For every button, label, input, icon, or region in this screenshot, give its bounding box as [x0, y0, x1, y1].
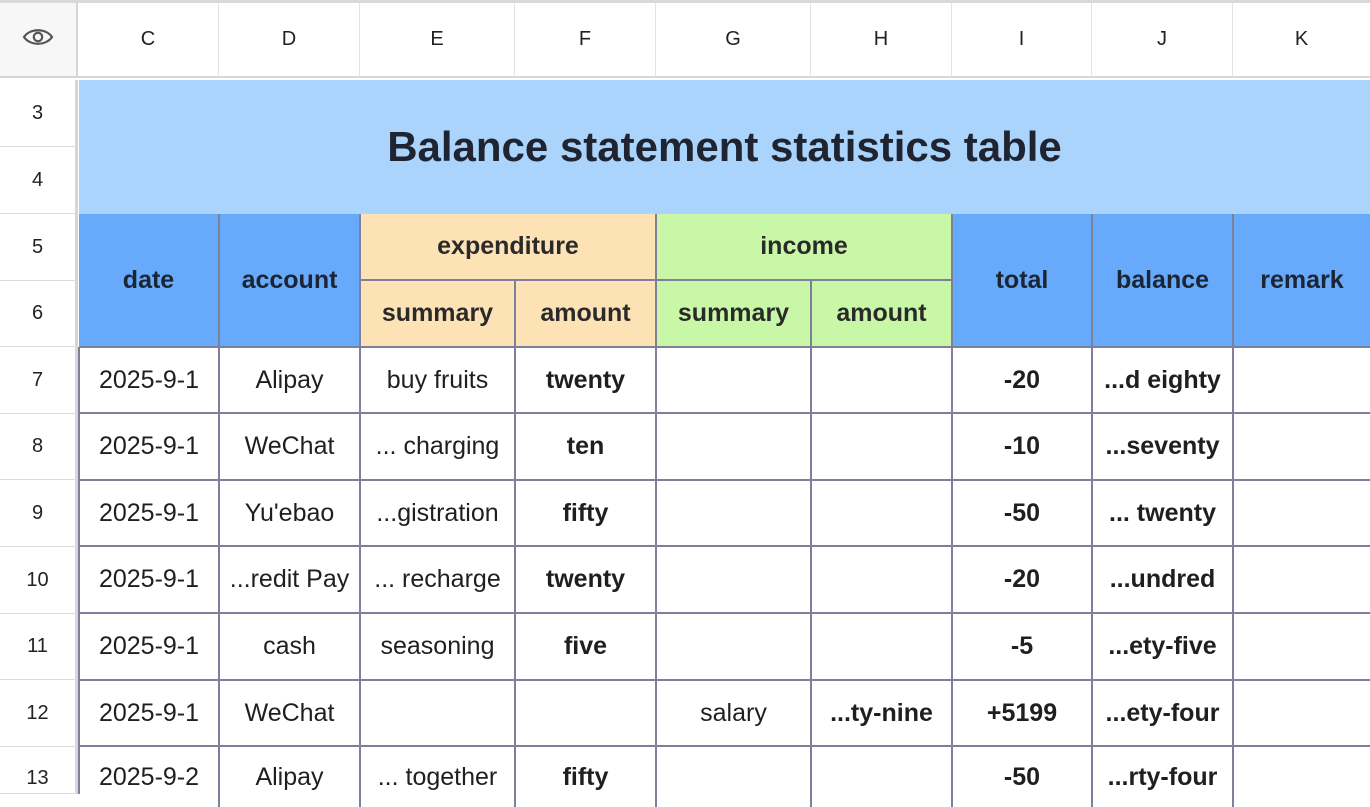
row-header-5[interactable]: 5: [0, 214, 78, 281]
cell-date[interactable]: 2025-9-1: [80, 348, 220, 414]
cell-exp-summary[interactable]: buy fruits: [361, 348, 516, 414]
row-header-3[interactable]: 3: [0, 80, 78, 147]
cell-exp-amount[interactable]: fifty: [516, 747, 657, 807]
cell-account[interactable]: ...redit Pay: [220, 547, 361, 614]
cell-date[interactable]: 2025-9-1: [80, 681, 220, 747]
row-header-4[interactable]: 4: [0, 147, 78, 214]
header-balance[interactable]: balance: [1093, 214, 1234, 348]
header-expenditure[interactable]: expenditure: [361, 214, 657, 281]
cell-account[interactable]: cash: [220, 614, 361, 681]
cell-account[interactable]: WeChat: [220, 414, 361, 481]
cell-inc-amount[interactable]: [812, 614, 953, 681]
header-income-summary[interactable]: summary: [657, 281, 812, 348]
cell-exp-amount[interactable]: twenty: [516, 348, 657, 414]
header-account[interactable]: account: [220, 214, 361, 348]
cell-inc-amount[interactable]: [812, 414, 953, 481]
header-remark[interactable]: remark: [1234, 214, 1370, 348]
cell-exp-summary[interactable]: [361, 681, 516, 747]
cell-total[interactable]: -50: [953, 481, 1093, 547]
row-header-6[interactable]: 6: [0, 281, 78, 347]
cell-total[interactable]: +5199: [953, 681, 1093, 747]
column-header-g[interactable]: G: [656, 3, 811, 78]
header-date[interactable]: date: [79, 214, 220, 348]
row-header-13[interactable]: 13: [0, 747, 78, 794]
cell-exp-summary[interactable]: ... charging: [361, 414, 516, 481]
cell-exp-amount[interactable]: [516, 681, 657, 747]
cell-exp-summary[interactable]: seasoning: [361, 614, 516, 681]
cell-account[interactable]: Yu'ebao: [220, 481, 361, 547]
cell-total[interactable]: -5: [953, 614, 1093, 681]
cell-inc-amount[interactable]: [812, 547, 953, 614]
cell-date[interactable]: 2025-9-1: [80, 414, 220, 481]
cell-balance[interactable]: ...undred: [1093, 547, 1234, 614]
column-header-h[interactable]: H: [811, 3, 952, 78]
row-header-10[interactable]: 10: [0, 547, 78, 614]
cell-total[interactable]: -20: [953, 547, 1093, 614]
column-header-j[interactable]: J: [1092, 3, 1233, 78]
header-income[interactable]: income: [657, 214, 953, 281]
cell-exp-summary[interactable]: ... recharge: [361, 547, 516, 614]
table-title[interactable]: Balance statement statistics table: [79, 80, 1370, 214]
cell-date[interactable]: 2025-9-1: [80, 547, 220, 614]
cell-balance[interactable]: ...d eighty: [1093, 348, 1234, 414]
cell-inc-amount[interactable]: [812, 348, 953, 414]
cell-date[interactable]: 2025-9-2: [80, 747, 220, 807]
cell-balance[interactable]: ...ety-four: [1093, 681, 1234, 747]
cell-balance[interactable]: ...ety-five: [1093, 614, 1234, 681]
cell-exp-amount[interactable]: five: [516, 614, 657, 681]
cell-date[interactable]: 2025-9-1: [80, 614, 220, 681]
header-expenditure-summary[interactable]: summary: [361, 281, 516, 348]
header-total[interactable]: total: [953, 214, 1093, 348]
cell-exp-amount[interactable]: twenty: [516, 547, 657, 614]
select-all-corner[interactable]: [0, 3, 78, 78]
column-header-e[interactable]: E: [360, 3, 515, 78]
column-header-k[interactable]: K: [1233, 3, 1370, 78]
cell-remark[interactable]: [1234, 681, 1370, 747]
cell-total[interactable]: -20: [953, 348, 1093, 414]
cell-exp-summary[interactable]: ...gistration: [361, 481, 516, 547]
cell-remark[interactable]: [1234, 547, 1370, 614]
column-header-f[interactable]: F: [515, 3, 656, 78]
row-header-12[interactable]: 12: [0, 680, 78, 747]
row-header-9[interactable]: 9: [0, 480, 78, 547]
cell-date[interactable]: 2025-9-1: [80, 481, 220, 547]
cell-inc-summary[interactable]: salary: [657, 681, 812, 747]
cell-balance[interactable]: ...seventy: [1093, 414, 1234, 481]
cell-remark[interactable]: [1234, 481, 1370, 547]
column-header-d[interactable]: D: [219, 3, 360, 78]
cell-remark[interactable]: [1234, 747, 1370, 807]
cell-inc-summary[interactable]: [657, 547, 812, 614]
cell-total[interactable]: -10: [953, 414, 1093, 481]
cell-balance[interactable]: ... twenty: [1093, 481, 1234, 547]
cell-inc-summary[interactable]: [657, 747, 812, 807]
cell-inc-summary[interactable]: [657, 348, 812, 414]
cell-inc-summary[interactable]: [657, 414, 812, 481]
cell-inc-summary[interactable]: [657, 481, 812, 547]
cell-remark[interactable]: [1234, 348, 1370, 414]
column-header-i[interactable]: I: [952, 3, 1092, 78]
row-header-8[interactable]: 8: [0, 414, 78, 480]
eye-icon[interactable]: [22, 26, 54, 53]
cell-inc-amount[interactable]: ...ty-nine: [812, 681, 953, 747]
row-header-7[interactable]: 7: [0, 347, 78, 414]
cell-inc-summary[interactable]: [657, 614, 812, 681]
cell-exp-amount[interactable]: fifty: [516, 481, 657, 547]
cell-inc-amount[interactable]: [812, 747, 953, 807]
cell-account[interactable]: Alipay: [220, 747, 361, 807]
cell-account[interactable]: Alipay: [220, 348, 361, 414]
cell-exp-amount[interactable]: ten: [516, 414, 657, 481]
header-income-amount[interactable]: amount: [812, 281, 953, 348]
cell-account[interactable]: WeChat: [220, 681, 361, 747]
cell-total[interactable]: -50: [953, 747, 1093, 807]
cell-balance[interactable]: ...rty-four: [1093, 747, 1234, 807]
cell-remark[interactable]: [1234, 414, 1370, 481]
column-header-c[interactable]: C: [78, 3, 219, 78]
header-expenditure-amount[interactable]: amount: [516, 281, 657, 348]
cell-remark[interactable]: [1234, 614, 1370, 681]
cell-exp-summary[interactable]: ... together: [361, 747, 516, 807]
row-header-11[interactable]: 11: [0, 614, 78, 680]
cell-inc-amount[interactable]: [812, 481, 953, 547]
